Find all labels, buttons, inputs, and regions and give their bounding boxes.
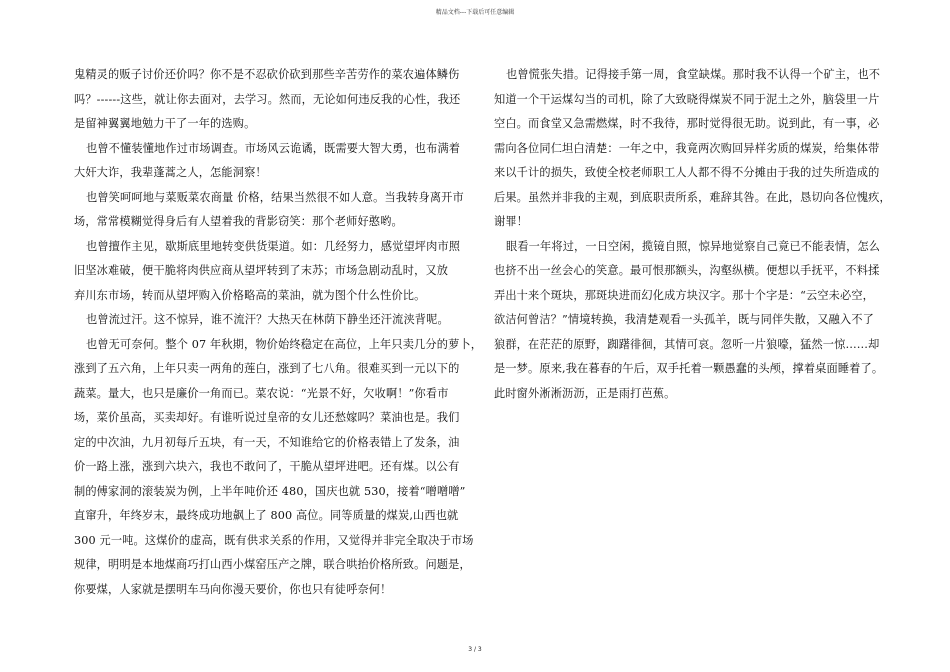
text-line: 也挤不出一丝会心的笑意。最可恨那额头，沟壑纵横。便想以手抚平，不料揉	[494, 264, 880, 277]
text-line: 是一梦。原来,我在暮春的午后，双手托着一颗愚蠢的头颅，撑着桌面睡着了。	[494, 362, 884, 375]
text-line: 场，菜价虽高，买卖却好。有谁听说过皇帝的女儿还愁嫁吗？菜油也是。我们	[74, 411, 460, 424]
left-column	[74, 63, 483, 602]
text-line: 知道一个干运煤勾当的司机，除了大致晓得煤炭不同于泥土之外，脑袋里一片	[494, 92, 880, 106]
text-line: 弄出十来个斑块，那斑块进而幻化成方块汉字。那十个字是：“云空未必空，	[494, 288, 875, 302]
text-line: 制的傅家洞的滚装炭为例，上半年吨价还 480，国庆也就 530，接着“噌噌噌”	[74, 484, 466, 498]
text-line: 后果。虽然并非我的主观，到底职责所系，难辞其咎。在此，恳切向各位愧疚，	[494, 190, 891, 204]
text-line: 鬼精灵的贩子讨价还价吗？你不是不忍砍价砍到那些辛苦劳作的菜农遍体鳞伤	[74, 68, 460, 81]
text-line: 谢罪！	[494, 215, 529, 228]
text-line: 300 元一吨。这煤价的虚高，既有供求关系的作用，又觉得并非完全取决于市场	[74, 533, 474, 547]
text-line: 狼群，在茫茫的原野，踟躇徘徊，其情可哀。忽听一片狼嚎，猛然一惊……却	[494, 337, 880, 351]
paragraph-start-line: 也曾笑呵呵地与菜贩菜农商量 价格，结果当然很不如人意。当我转身离开市	[86, 190, 464, 204]
paragraph-start-line: 也曾慌张失措。记得接手第一周，食堂缺煤。那时我不认得一个矿主，也不	[506, 68, 881, 81]
page-header: 精品文档---下载后可任意编辑	[435, 9, 515, 16]
text-line: 直窜升，年终岁末，最终成功地飙上了 800 高位。同等质量的煤炭,山西也就	[74, 509, 459, 522]
text-line: 旧坚冰难破，便干脆将肉供应商从望坪转到了末苏；市场急剧动乱时，又放	[74, 264, 449, 277]
text-line: 定的中次油，九月初每斤五块，有一天，不知谁给它的价格表错上了发条，油	[74, 435, 460, 449]
text-line: 你要煤，人家就是摆明车马向你漫天要价，你也只有徒呼奈何！	[74, 582, 392, 596]
text-line: 场，常常模糊觉得身后有人望着我的背影窃笑：那个老师好憨哟。	[74, 215, 403, 228]
text-line: 此时窗外淅淅沥沥，正是雨打芭蕉。	[494, 386, 676, 400]
paragraph-start-line: 也曾无可奈何。整个 07 年秋期，物价始终稳定在高位，上年只卖几分的萝卜，	[86, 337, 483, 351]
text-line: 来以千计的损失，致使全校老师职工人人都不得不分摊由于我的过失所造成的	[494, 166, 880, 179]
text-line: 大奸大诈，我辈蓬蒿之人，怎能洞察！	[74, 166, 267, 179]
text-line: 价一路上涨，涨到六块六，我也不敢问了，干脆从望坪进吧。还有煤。以公有	[74, 460, 460, 473]
text-line: 需向各位同仁坦白清楚：一年之中，我竟两次购回异样劣质的煤炭，给集体带	[494, 141, 880, 155]
paragraph-start-line: 也曾不懂装懂地作过市场调查。市场风云诡谲，既需要大智大勇，也布满着	[86, 141, 461, 155]
text-line: 涨到了五六角，上年只卖一两角的莲白，涨到了七八角。很难买到一元以下的	[74, 362, 460, 375]
text-line: 欲洁何曾洁？”情境转换，我清楚观看一头孤羊，既与同伴失散，又融入不了	[494, 313, 875, 326]
page-number: 3 / 3	[468, 646, 482, 653]
right-column	[494, 63, 891, 406]
text-line: 空白。而食堂又急需燃煤，时不我待，那时觉得很无助。说到此，有一事，必	[494, 117, 880, 130]
paragraph-start-line: 也曾擅作主见，歇斯底里地转变供货渠道。如：几经努力，感觉望坪肉市照	[86, 239, 461, 253]
text-line: 蔬菜。量大，也只是廉价一角而已。菜农说：“光景不好，欠收啊！”你看市	[74, 386, 449, 400]
text-line: 弃川东市场，转而从望坪购入价格略高的菜油，就为图个什么性价比。	[74, 288, 426, 302]
text-line: 是留神翼翼地勉力干了一年的选购。	[74, 117, 256, 130]
text-line: 规律，明明是本地煤商巧打山西小煤窑压产之牌，联合哄抬价格所致。问题是，	[74, 558, 471, 571]
text-line: 吗？------这些，就让你去面对，去学习。然而，无论如何违反我的心性，我还	[74, 92, 461, 106]
paragraph-start-line: 也曾流过汗。这不惊异，谁不流汗？大热天在林荫下静坐还汗流浃背呢。	[86, 313, 449, 326]
paragraph-start-line: 眼看一年将过，一日空闲，揽镜自照，惊异地觉察自己竟已不能表情，怎么	[506, 239, 881, 253]
